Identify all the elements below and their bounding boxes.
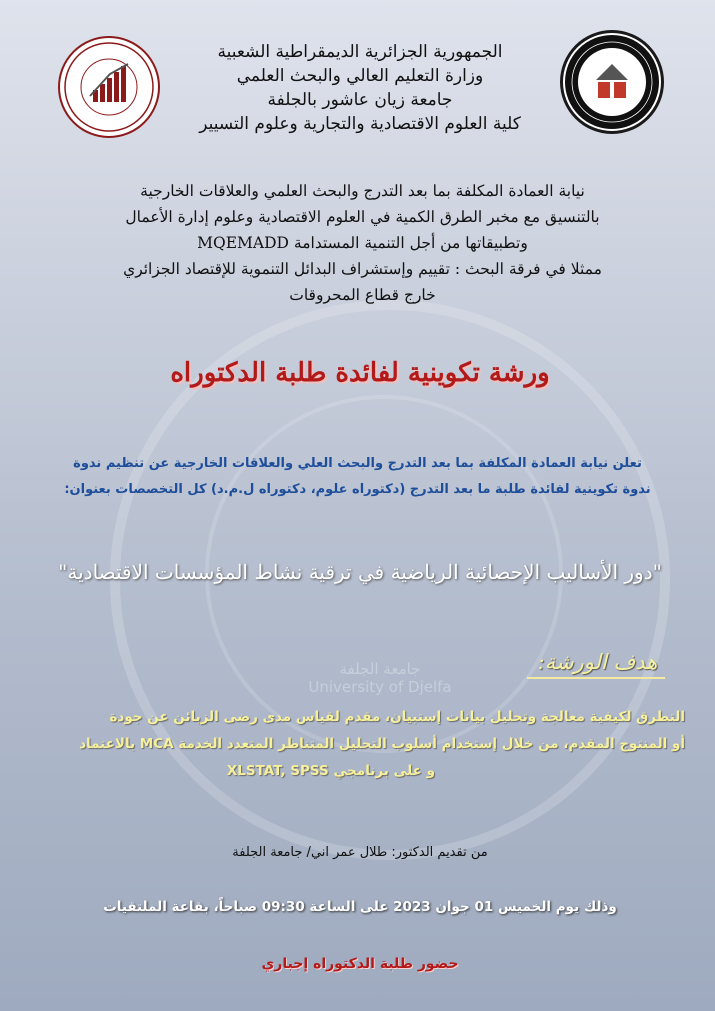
university-logo-icon (560, 30, 664, 134)
organizer-line-5: خارج قطاع المحروقات (289, 286, 436, 304)
watermark-latin: University of Djelfa (308, 678, 452, 696)
goal-line-2: أو المنتوج المقدم، من خلال إستخدام أسلوب التحليل المتناظر المتعدد الخدمة MCA بالاعتماد (79, 736, 685, 752)
university-logo (560, 30, 664, 134)
header-republic: الجمهورية الجزائرية الديمقراطية الشعبية (217, 42, 503, 62)
faculty-logo (58, 36, 160, 138)
header-faculty: كلية العلوم الاقتصادية والتجارية وعلوم التسيير (199, 114, 521, 134)
watermark-arabic: جامعة الجلفة (339, 660, 421, 678)
organizer-line-1: نيابة العمادة المكلفة بما بعد التدرج والبحث العلمي والعلاقات الخارجية (140, 182, 585, 200)
header-block (175, 40, 545, 136)
organizer-line-3: وتطبيقاتها من أجل التنمية المستدامة MQEMADD (197, 234, 528, 252)
schedule-line: وذلك يوم الخميس 01 جوان 2023 على الساعة 09:30 صباحاً، بقاعة الملتقيات (103, 899, 617, 915)
workshop-topic: "دور الأساليب الإحصائية الرياضية في ترقية نشاط المؤسسات الاقتصادية" (58, 560, 662, 584)
workshop-title: ورشة تكوينية لفائدة طلبة الدكتوراه (170, 358, 550, 388)
goal-heading-underline (527, 677, 665, 679)
organizers-block (50, 178, 675, 308)
attendance-note: حضور طلبة الدكتوراه إجباري (261, 956, 459, 972)
goal-line-1: التطرق لكيفية معالجة وتحليل بيانات إستبيان، مقدم لقياس مدى رضى الزبائن عن جودة (109, 709, 685, 725)
goal-heading: هدف الورشة: (537, 650, 658, 674)
watermark-text (270, 660, 490, 696)
presenter-line: من تقديم الدكتور: طلال عمر اني/ جامعة الجلفة (232, 845, 488, 860)
header-university: جامعة زيان عاشور بالجلفة (267, 90, 453, 110)
organizer-line-2: بالتنسيق مع مخبر الطرق الكمية في العلوم الاقتصادية وعلوم إدارة الأعمال (125, 208, 600, 226)
header-ministry: وزارة التعليم العالي والبحث العلمي (236, 66, 484, 86)
faculty-logo-icon (60, 38, 158, 136)
announcement-block (20, 451, 695, 503)
goal-line-3: و على برنامجي XLSTAT, SPSS (226, 763, 435, 779)
organizer-line-4: ممثلا في فرقة البحث : تقييم وإستشراف البدائل التنموية للإقتصاد الجزائري (123, 260, 602, 278)
announcement-line-2: ندوة تكوينية لفائدة طلبة ما بعد التدرج (دكتوراه علوم، دكتوراه ل.م.د) كل التخصصات بعنوان: (64, 482, 651, 497)
announcement-line-1: تعلن نيابة العمادة المكلفة بما بعد التدرج والبحث العلي والعلاقات الخارجية عن تنظيم ندوة (73, 456, 642, 471)
goal-block (20, 704, 685, 785)
